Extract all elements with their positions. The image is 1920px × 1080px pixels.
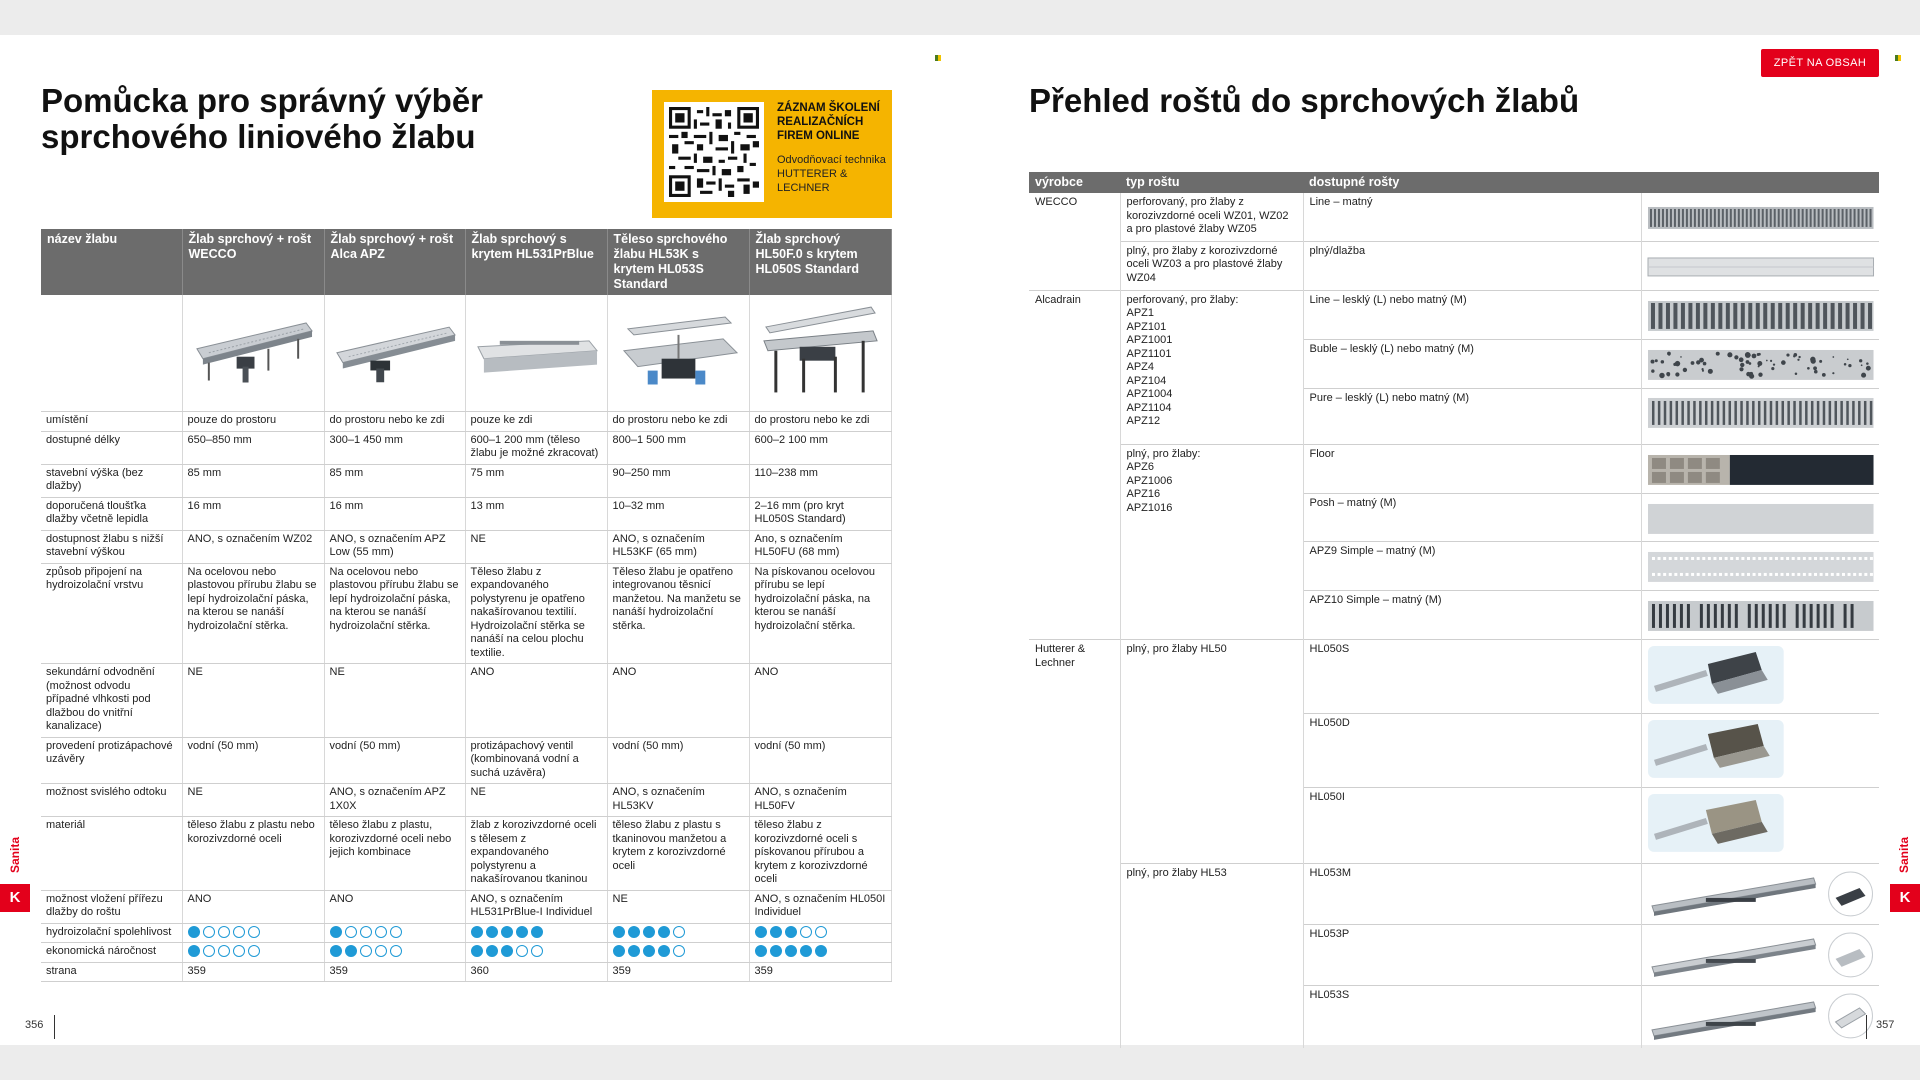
rating-dots <box>607 923 749 943</box>
rating-dot-filled <box>643 926 655 938</box>
rating-dot-filled <box>628 945 640 957</box>
drain-comparison-table <box>41 229 892 982</box>
rating-dot-filled <box>658 945 670 957</box>
rating-dot-filled <box>330 926 342 938</box>
rating-dots <box>182 923 324 943</box>
grate-image-hl053m <box>1641 864 1879 925</box>
grate-row: APZ9 Simple – matný (M) <box>1029 542 1879 591</box>
rating-dot-empty <box>800 926 812 938</box>
rating-dot-filled <box>770 926 782 938</box>
rating-dot-filled <box>643 945 655 957</box>
rating-dot-empty <box>218 926 230 938</box>
rating-dots <box>465 923 607 943</box>
grate-row: plný, pro žlaby: APZ6 APZ1006 APZ16 APZ1016 Floor <box>1029 444 1879 493</box>
rating-dot-filled <box>613 945 625 957</box>
rating-row: ekonomická náročnost <box>41 943 891 963</box>
rating-dot-filled <box>800 945 812 957</box>
table-row: dostupnost žlabu s nižší stavební výškou ANO, s označením WZ02 ANO, s označením APZ Low (55 mm) NE ANO, s označením HL53KF (65 mm) Ano, s označením HL50FU (68 mm) <box>41 530 891 563</box>
rating-dot-empty <box>673 945 685 957</box>
rating-dot-empty <box>375 945 387 957</box>
grate-row: HL053S <box>1029 986 1879 1048</box>
grate-image-hl050d <box>1641 714 1879 788</box>
grate-row: Pure – lesklý (L) nebo matný (M) <box>1029 388 1879 444</box>
grate-image-alca-line <box>1641 290 1879 339</box>
rating-dot-filled <box>755 945 767 957</box>
catalog-spread <box>0 35 1920 1045</box>
table-row: materiál těleso žlabu z plastu nebo korozivzdorné oceli těleso žlabu z plastu, korozivzdorné oceli nebo jejich kombinace žlab z korozivzdorné oceli s tělesem z expandovaného polystyrenu a nakašírovanou tkaninou těleso žlabu z plastu s tkaninovou manžetou a krytem z korozivzdorné oceli těleso žlabu z korozivzdorné oceli s pískovanou přírubou a krytem z korozivzdorné oceli <box>41 817 891 891</box>
rating-dot-filled <box>330 945 342 957</box>
manufacturer-alcadrain: Alcadrain <box>1029 290 1120 639</box>
qr-title: ZÁZNAM ŠKOLENÍ REALIZAČNÍCH FIREM ONLINE <box>777 102 880 142</box>
rating-dot-filled <box>628 926 640 938</box>
rating-dot-empty <box>233 926 245 938</box>
col-header-name: název žlabu <box>41 229 182 295</box>
grate-image-hl050i <box>1641 788 1879 864</box>
grate-row: Hutterer & Lechner plný, pro žlaby HL50 HL050S <box>1029 640 1879 714</box>
rating-dot-filled <box>785 926 797 938</box>
col-header-hl53k: Těleso sprchového žlabu HL53K s krytem HL053S Standard <box>607 229 749 295</box>
rating-dot-filled <box>486 926 498 938</box>
rating-dot-filled <box>188 945 200 957</box>
rating-dots <box>607 943 749 963</box>
rating-dot-filled <box>516 926 528 938</box>
right-page-divider <box>1866 1015 1867 1039</box>
grate-row: APZ10 Simple – matný (M) <box>1029 591 1879 640</box>
rating-dots <box>324 923 465 943</box>
grate-image-pure <box>1641 388 1879 444</box>
rating-dot-empty <box>233 945 245 957</box>
right-page-number: 357 <box>1876 1019 1895 1031</box>
manufacturer-wecco: WECCO <box>1029 193 1120 290</box>
grate-row: HL050I <box>1029 788 1879 864</box>
table-row: možnost vložení přířezu dlažby do roštu ANO ANO ANO, s označením HL531PrBlue-I Individuel NE ANO, s označením HL050I Individuel <box>41 890 891 923</box>
rating-dot-filled <box>188 926 200 938</box>
grate-image-buble <box>1641 339 1879 388</box>
grate-image-tile <box>1641 241 1879 290</box>
rating-dot-empty <box>218 945 230 957</box>
rating-dot-empty <box>390 945 402 957</box>
hl50-drain-image <box>749 295 891 412</box>
table-row: stavební výška (bez dlažby) 85 mm 85 mm 75 mm 90–250 mm 110–238 mm <box>41 464 891 497</box>
col-header-hl50: Žlab sprchový HL50F.0 s krytem HL050S Standard <box>749 229 891 295</box>
wecco-drain-image <box>182 295 324 412</box>
rating-row: hydroizolační spolehlivost <box>41 923 891 943</box>
rating-dots <box>182 943 324 963</box>
right-section-tab[interactable]: K <box>1890 884 1920 912</box>
rating-dot-filled <box>755 926 767 938</box>
left-side-label: Sanita <box>8 836 22 873</box>
rating-dot-filled <box>815 945 827 957</box>
col-header-wecco: Žlab sprchový + rošt WECCO <box>182 229 324 295</box>
col-header-hl531: Žlab sprchový s krytem HL531PrBlue <box>465 229 607 295</box>
grate-overview-table <box>1029 172 1879 1048</box>
right-page-title: Přehled roštů do sprchových žlabů <box>1029 82 1580 119</box>
hl531-drain-image <box>465 295 607 412</box>
grate-row: Buble – lesklý (L) nebo matný (M) <box>1029 339 1879 388</box>
rating-dot-empty <box>360 926 372 938</box>
qr-subtitle: Odvodňovací technika HUTTERER & LECHNER <box>777 154 886 194</box>
col-header-manufacturer: výrobce <box>1029 172 1120 193</box>
left-page-number: 356 <box>25 1019 44 1031</box>
grate-row: HL053P <box>1029 925 1879 986</box>
hl53k-drain-image <box>607 295 749 412</box>
qr-training-box[interactable] <box>652 90 892 218</box>
rating-dot-empty <box>815 926 827 938</box>
rating-dot-filled <box>471 945 483 957</box>
rating-dot-empty <box>345 926 357 938</box>
grate-image-floor <box>1641 444 1879 493</box>
rating-dot-empty <box>248 926 260 938</box>
rating-dot-empty <box>516 945 528 957</box>
col-header-grate-type: typ roštu <box>1120 172 1303 193</box>
rating-dot-empty <box>375 926 387 938</box>
left-section-tab[interactable]: K <box>0 884 30 912</box>
rating-dot-empty <box>203 926 215 938</box>
right-side-label: Sanita <box>1897 836 1911 873</box>
rating-dot-filled <box>501 945 513 957</box>
rating-dot-empty <box>248 945 260 957</box>
left-page-title: Pomůcka pro správný výběr sprchového liniového žlabu <box>41 82 484 156</box>
grate-image-apz9 <box>1641 542 1879 591</box>
page-reference-row: strana 359 359 360 359 359 <box>41 962 891 982</box>
crop-mark-left <box>935 55 941 61</box>
grate-image-line <box>1641 193 1879 241</box>
left-page-divider <box>54 1015 55 1039</box>
rating-dot-empty <box>531 945 543 957</box>
rating-dots <box>324 943 465 963</box>
table-row: dostupné délky 650–850 mm 300–1 450 mm 600–1 200 mm (těleso žlabu je možné zkracovat) 800–1 500 mm 600–2 100 mm <box>41 431 891 464</box>
rating-dot-empty <box>390 926 402 938</box>
grate-row: Posh – matný (M) <box>1029 493 1879 542</box>
grate-row: HL050D <box>1029 714 1879 788</box>
grate-row: Alcadrain perforovaný, pro žlaby: APZ1 APZ101 APZ1001 APZ1101 APZ4 APZ104 APZ1004 APZ1104 APZ12 Line – lesklý (L) nebo matný (M) <box>1029 290 1879 339</box>
rating-dot-filled <box>345 945 357 957</box>
rating-dots <box>749 923 891 943</box>
table-row: sekundární odvodnění (možnost odvodu případné vlhkosti pod dlažbou do vnitřní kanalizace) NE NE ANO ANO ANO <box>41 664 891 738</box>
col-header-alca: Žlab sprchový + rošt Alca APZ <box>324 229 465 295</box>
grate-image-hl050s <box>1641 640 1879 714</box>
rating-dot-filled <box>486 945 498 957</box>
rating-dot-empty <box>673 926 685 938</box>
grate-row: WECCO perforovaný, pro žlaby z korozivzdorné oceli WZ01, WZ02 a pro plastové žlaby WZ05 Line – matný <box>1029 193 1879 241</box>
rating-dot-filled <box>531 926 543 938</box>
alca-drain-image <box>324 295 465 412</box>
table-row: způsob připojení na hydroizolační vrstvu Na ocelovou nebo plastovou přírubu žlabu se lepí hydroizolační páska, na kterou se nanáší hydroizolační stěrka. Na ocelovou nebo plastovou přírubu žlabu se lepí hydroizolační páska, na kterou se nanáší hydroizolační stěrka. Těleso žlabu z expandovaného polystyrenu je opatřeno nakašírovanou textilií. Hydroizolační stěrka se nanáší na celou plochu textilie. Těleso žlabu je opatřeno integrovanou těsnicí manžetou. Na manžetu se nanáší hydroizolační stěrka. Na pískovanou ocelovou přírubu se lepí hydroizolační páska, na kterou se nanáší hydroizolační stěrka. <box>41 563 891 664</box>
grate-image-posh <box>1641 493 1879 542</box>
qr-code[interactable] <box>664 102 764 202</box>
crop-mark-right <box>1895 55 1901 61</box>
rating-dot-filled <box>785 945 797 957</box>
table-row: umístění pouze do prostoru do prostoru nebo ke zdi pouze ke zdi do prostoru nebo ke zdi do prostoru nebo ke zdi <box>41 412 891 432</box>
qr-code-graphic <box>669 107 759 197</box>
rating-dot-empty <box>203 945 215 957</box>
rating-dot-empty <box>360 945 372 957</box>
rating-dot-filled <box>770 945 782 957</box>
table-row: možnost svislého odtoku NE ANO, s označením APZ 1X0X NE ANO, s označením HL53KV ANO, s označením HL50FV <box>41 784 891 817</box>
grate-image-hl053p <box>1641 925 1879 986</box>
table-row: provedení protizápachové uzávěry vodní (50 mm) vodní (50 mm) protizápachový ventil (kombinovaná vodní a suchá uzávěra) vodní (50 mm) vodní (50 mm) <box>41 737 891 784</box>
grate-row: plný, pro žlaby HL53 HL053M <box>1029 864 1879 925</box>
table-row: doporučená tloušťka dlažby včetně lepidla 16 mm 16 mm 13 mm 10–32 mm 2–16 mm (pro kryt HL050S Standard) <box>41 497 891 530</box>
rating-dot-filled <box>501 926 513 938</box>
back-to-contents-button[interactable]: ZPĚT NA OBSAH <box>1761 49 1879 77</box>
col-header-available-grates: dostupné rošty <box>1303 172 1879 193</box>
rating-dots <box>749 943 891 963</box>
rating-dot-filled <box>613 926 625 938</box>
grate-image-hl053s <box>1641 986 1879 1048</box>
manufacturer-hutterer-lechner: Hutterer & Lechner <box>1029 640 1120 1048</box>
rating-dot-filled <box>658 926 670 938</box>
product-image-row <box>41 295 891 412</box>
grate-row: plný, pro žlaby z korozivzdorné oceli WZ03 a pro plastové žlaby WZ04 plný/dlažba <box>1029 241 1879 290</box>
rating-dot-filled <box>471 926 483 938</box>
rating-dots <box>465 943 607 963</box>
grate-image-apz10 <box>1641 591 1879 640</box>
